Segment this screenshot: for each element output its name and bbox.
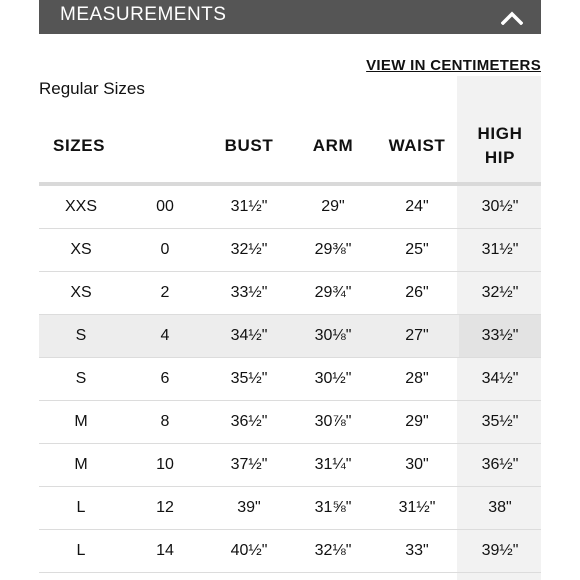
high-hip-cell: 32½" bbox=[459, 272, 541, 315]
table-row bbox=[39, 184, 541, 229]
letter-size-cell: XS bbox=[39, 272, 123, 315]
waist-cell: 26" bbox=[375, 272, 459, 315]
header-waist: WAIST bbox=[375, 110, 459, 184]
letter-size-cell: M bbox=[39, 401, 123, 444]
arm-cell: 31¼" bbox=[291, 444, 375, 487]
waist-cell: 25" bbox=[375, 229, 459, 272]
arm-cell: 29¾" bbox=[291, 272, 375, 315]
arm-cell: 29⅜" bbox=[291, 229, 375, 272]
header-numeric-size bbox=[123, 110, 207, 184]
waist-cell: 27" bbox=[375, 315, 459, 358]
waist-cell: 28" bbox=[375, 358, 459, 401]
bust-cell: 37½" bbox=[207, 444, 291, 487]
table-header-row bbox=[39, 110, 541, 184]
arm-cell: 31⅝" bbox=[291, 487, 375, 530]
high-hip-cell: 36½" bbox=[459, 444, 541, 487]
bust-cell: 31½" bbox=[207, 184, 291, 229]
table-row bbox=[39, 358, 541, 401]
arm-cell: 30½" bbox=[291, 358, 375, 401]
high-hip-cell: 38" bbox=[459, 487, 541, 530]
high-hip-cell: 35½" bbox=[459, 401, 541, 444]
numeric-size-cell: 4 bbox=[123, 315, 207, 358]
bust-cell: 39" bbox=[207, 487, 291, 530]
numeric-size-cell: 8 bbox=[123, 401, 207, 444]
letter-size-cell: L bbox=[39, 530, 123, 573]
letter-size-cell: XS bbox=[39, 229, 123, 272]
waist-cell: 30" bbox=[375, 444, 459, 487]
arm-cell: 32⅛" bbox=[291, 530, 375, 573]
letter-size-cell: S bbox=[39, 315, 123, 358]
bust-cell: 36½" bbox=[207, 401, 291, 444]
numeric-size-cell: 14 bbox=[123, 530, 207, 573]
header-bust: BUST bbox=[207, 110, 291, 184]
bust-cell: 34½" bbox=[207, 315, 291, 358]
size-chart-table bbox=[39, 110, 541, 573]
high-hip-cell: 34½" bbox=[459, 358, 541, 401]
letter-size-cell: XXS bbox=[39, 184, 123, 229]
bust-cell: 32½" bbox=[207, 229, 291, 272]
regular-sizes-label: Regular Sizes bbox=[39, 79, 145, 98]
numeric-size-cell: 2 bbox=[123, 272, 207, 315]
table-row bbox=[39, 487, 541, 530]
header-sizes: SIZES bbox=[39, 110, 123, 184]
arm-cell: 30⅞" bbox=[291, 401, 375, 444]
numeric-size-cell: 6 bbox=[123, 358, 207, 401]
waist-cell: 29" bbox=[375, 401, 459, 444]
bust-cell: 35½" bbox=[207, 358, 291, 401]
table-row bbox=[39, 229, 541, 272]
waist-cell: 24" bbox=[375, 184, 459, 229]
high-hip-cell: 39½" bbox=[459, 530, 541, 573]
table-row bbox=[39, 530, 541, 573]
table-row bbox=[39, 444, 541, 487]
view-in-centimeters-link[interactable]: VIEW IN CENTIMETERS bbox=[366, 57, 541, 74]
measurements-header[interactable] bbox=[39, 0, 541, 34]
header-high-hip: HIGH HIP bbox=[459, 110, 541, 184]
high-hip-cell: 33½" bbox=[459, 315, 541, 358]
letter-size-cell: M bbox=[39, 444, 123, 487]
high-hip-cell: 31½" bbox=[459, 229, 541, 272]
letter-size-cell: S bbox=[39, 358, 123, 401]
numeric-size-cell: 12 bbox=[123, 487, 207, 530]
waist-cell: 33" bbox=[375, 530, 459, 573]
table-row bbox=[39, 315, 541, 358]
section-title: MEASUREMENTS bbox=[60, 4, 227, 25]
arm-cell: 30⅛" bbox=[291, 315, 375, 358]
header-arm: ARM bbox=[291, 110, 375, 184]
numeric-size-cell: 10 bbox=[123, 444, 207, 487]
bust-cell: 33½" bbox=[207, 272, 291, 315]
chevron-up-icon[interactable] bbox=[501, 11, 523, 25]
arm-cell: 29" bbox=[291, 184, 375, 229]
table-row bbox=[39, 401, 541, 444]
bust-cell: 40½" bbox=[207, 530, 291, 573]
waist-cell: 31½" bbox=[375, 487, 459, 530]
numeric-size-cell: 0 bbox=[123, 229, 207, 272]
high-hip-cell: 30½" bbox=[459, 184, 541, 229]
numeric-size-cell: 00 bbox=[123, 184, 207, 229]
letter-size-cell: L bbox=[39, 487, 123, 530]
table-row bbox=[39, 272, 541, 315]
